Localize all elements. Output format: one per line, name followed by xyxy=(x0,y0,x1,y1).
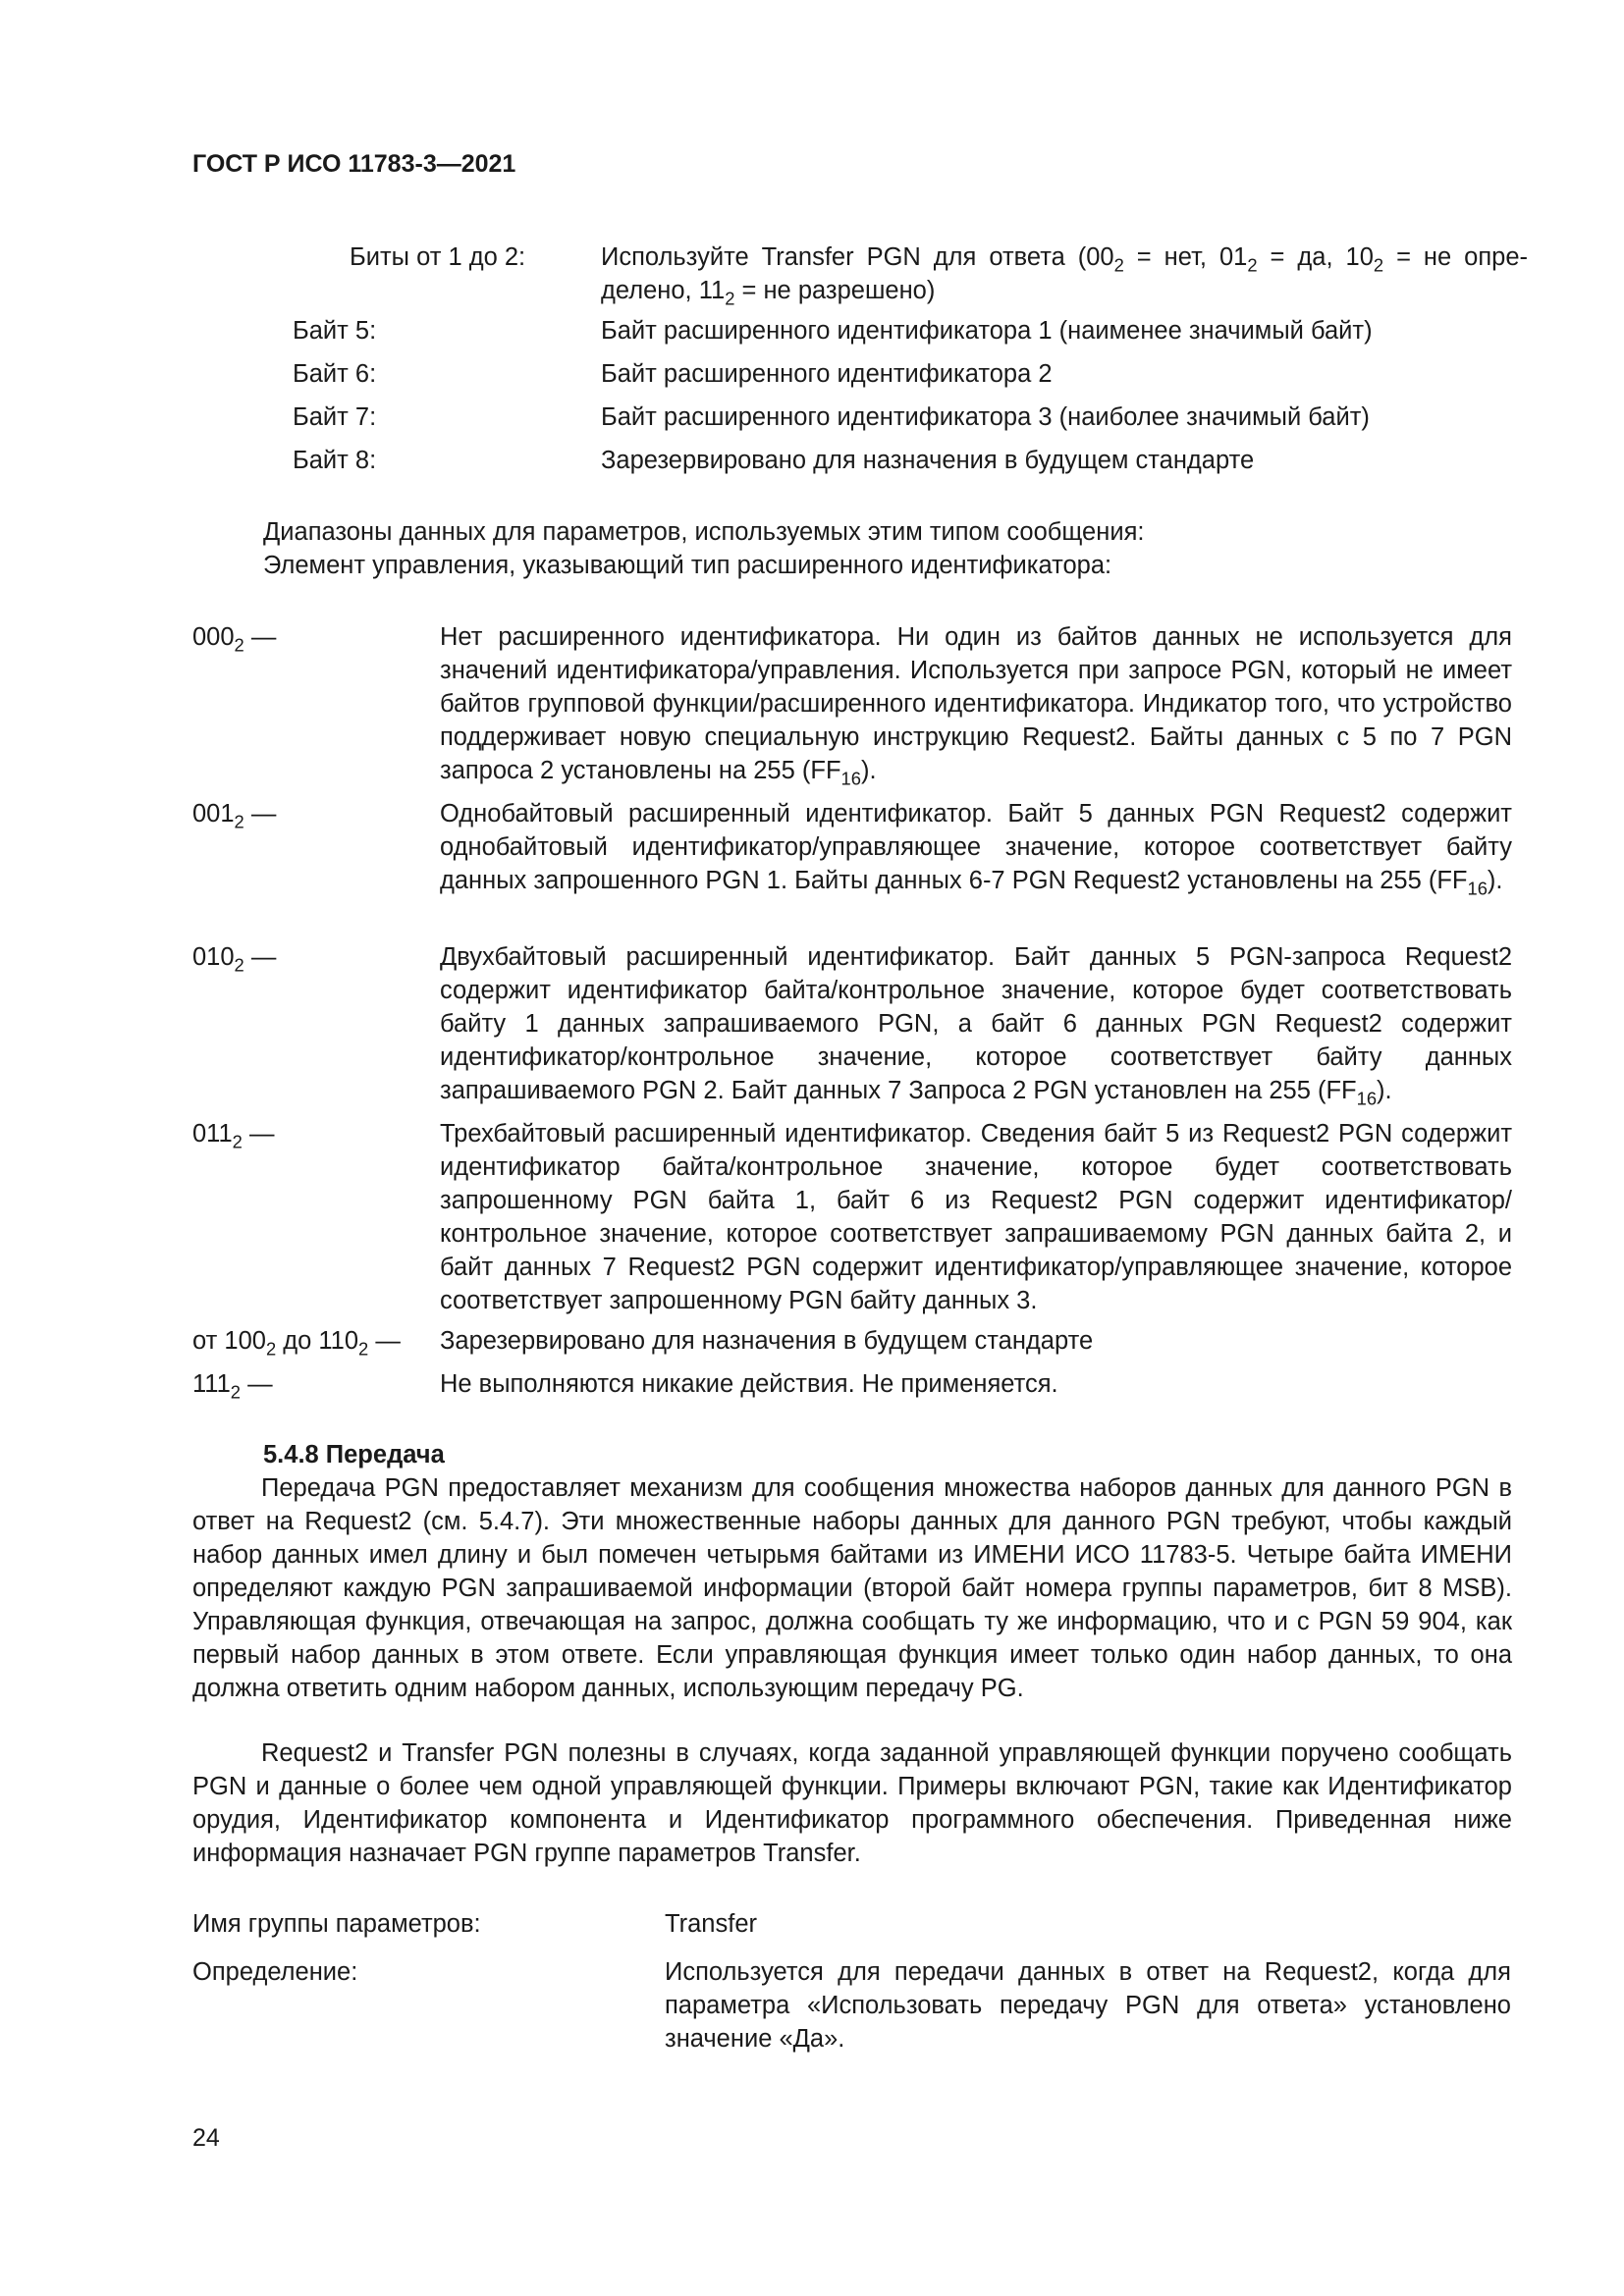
byte5-text: Байт расширенного идентификатора 1 (наименее значимый байт) xyxy=(601,317,1373,345)
ranges-line-2: Элемент управления, указывающий тип расширенного идентификатора: xyxy=(263,552,1112,579)
value-100-110-text: Зарезервировано для назначения в будущем стандарте xyxy=(440,1327,1094,1355)
value-111-label: $111_2$ — xyxy=(192,1370,273,1403)
page-number: 24 xyxy=(192,2124,220,2152)
byte6-text: Байт расширенного идентификатора 2 xyxy=(601,360,1053,388)
byte8-text: Зарезервировано для назначения в будущем стандарте xyxy=(601,447,1255,474)
value-111-text: Не выполняются никакие действия. Не применяется. xyxy=(440,1370,1058,1398)
document-header: ГОСТ Р ИСО 11783-3—2021 xyxy=(192,150,516,178)
value-000-label: $000_2$ — xyxy=(192,623,277,656)
pg-definition-value: Используется для передачи данных в ответ на Request2, когда для параметра «Использовать передачу PGN для ответа» установлено значение «Да». xyxy=(665,1958,1511,2053)
section-paragraph-1: Передача PGN предоставляет механизм для сообщения множества наборов данных для данного PGN в ответ на Request2 (см. 5.4.7). Эти множественные наборы данных для данного PGN требуют, чтобы каждый набор данных имел длину и был помечен четырьмя байтами из ИМЕНИ ИСО 11783-5. Четыре байта ИМЕНИ определяют каждую PGN запрашиваемой информации (второй байт номера группы параметров, бит 8 MSB). Управляющая функция, отвечающая на запрос, должна сообщать ту же информацию, что и с PGN 59 904, как первый набор данных в этом ответе. Если управляющая функция имеет только один набор данных, то она должна ответить одним набором данных, использующим передачу PG. xyxy=(192,1474,1512,1702)
value-001-text: Однобайтовый расширенный идентификатор. Байт 5 данных PGN Request2 содержит однобайтовый идентификатор/управляющее значение, которое соответствует байту данных запрошенного PGN 1. Байты данных 6-7 PGN Request2 установлены на 255 $(FF_{16})$. xyxy=(440,800,1512,899)
section-title: 5.4.8 Передача xyxy=(263,1441,445,1468)
pg-name-label: Имя группы параметров: xyxy=(192,1910,481,1938)
value-100-110-label: от $100_2$ до $110_2$ — xyxy=(192,1327,401,1360)
value-000-text: Нет расширенного идентификатора. Ни один из байтов данных не используется для значений идентификатора/управления. Используется при запросе PGN, который не имеет байтов групповой функции/расширенного идентификатора. Индикатор того, что устройство поддерживает новую специальную инструкцию Request2. Байты данных с 5 по 7 PGN запроса 2 установлены на 255 $(FF_{16})$. xyxy=(440,623,1512,789)
section-paragraph-2: Request2 и Transfer PGN полезны в случаях, когда заданной управляющей функции поручено сообщать PGN и данные о более чем одной управляющей функции. Примеры включают PGN, такие как Идентификатор орудия, Идентификатор компонента и Идентификатор программного обеспечения. Приведенная ниже информация назначает PGN группе параметров Transfer. xyxy=(192,1739,1512,1867)
bits12-label: Биты от 1 до 2: xyxy=(350,243,526,271)
byte8-label: Байт 8: xyxy=(293,447,377,474)
byte7-label: Байт 7: xyxy=(293,403,377,431)
value-011-label: $011_2$ — xyxy=(192,1120,275,1152)
value-011-text: Трехбайтовый расширенный идентификатор. Сведения байт 5 из Request2 PGN содержит идентификатор байта/контрольное значение, которое будет соответствовать запрошенному PGN байта 1, байт 6 из Request2 PGN содержит идентификатор/контрольное значение, которое соответствует запрашиваемому PGN данных байта 2, и байт данных 7 Request2 PGN содержит идентификатор/управляющее значение, которое соответствует запрошенному PGN байту данных 3. xyxy=(440,1120,1512,1314)
byte7-text: Байт расширенного идентификатора 3 (наиболее значимый байт) xyxy=(601,403,1370,431)
value-010-label: $010_2$ — xyxy=(192,943,277,976)
bits12-text: Используйте Transfer PGN для ответа ($00_2$ = нет, $01_2$ = да, $10_2$ = не опре- делено, $11_2$ = не разрешено) xyxy=(601,243,1529,309)
byte6-label: Байт 6: xyxy=(293,360,377,388)
value-001-label: $001_2$ — xyxy=(192,800,277,832)
pg-definition-label: Определение: xyxy=(192,1958,358,1986)
byte5-label: Байт 5: xyxy=(293,317,377,345)
ranges-line-1: Диапазоны данных для параметров, используемых этим типом сообщения: xyxy=(263,518,1145,546)
pg-name-value: Transfer xyxy=(665,1910,757,1938)
value-010-text: Двухбайтовый расширенный идентификатор. Байт данных 5 PGN-запроса Request2 содержит идентификатор байта/контрольное значение, которое будет соответствовать байту 1 данных запрашиваемого PGN, а байт 6 данных PGN Request2 содержит идентификатор/контрольное значение, которое соответствует байту данных запрашиваемого PGN 2. Байт данных 7 Запроса 2 PGN установлен на 255 $(FF_{16})$. xyxy=(440,943,1512,1109)
